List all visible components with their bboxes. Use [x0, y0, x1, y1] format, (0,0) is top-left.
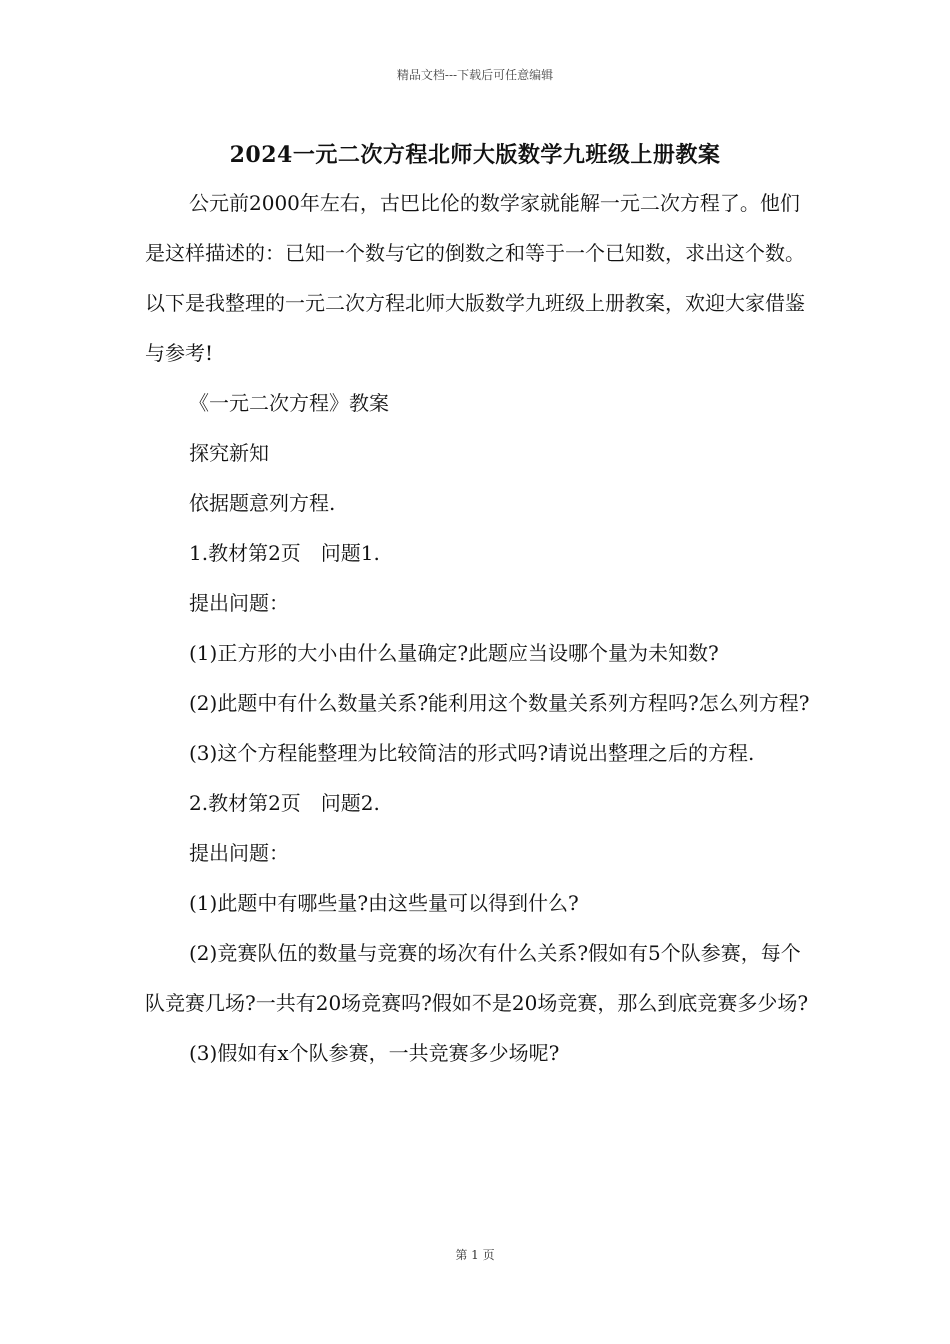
- paragraph-question: (1)此题中有哪些量?由这些量可以得到什么?: [189, 891, 579, 915]
- page-header: 精品文档---下载后可任意编辑: [396, 68, 554, 82]
- paragraph-questions-heading: 提出问题：: [189, 591, 289, 615]
- paragraph-instruction: 依据题意列方程.: [189, 491, 336, 515]
- paragraph-questions-heading: 提出问题：: [189, 841, 289, 865]
- paragraph-question: (3)假如有x个队参赛，一共竞赛多少场呢?: [189, 1041, 560, 1065]
- paragraph-explore: 探究新知: [189, 441, 269, 465]
- page-footer: 第 1 页: [455, 1248, 495, 1262]
- document-title: 2024一元二次方程北师大版数学九班级上册教案: [229, 142, 721, 168]
- paragraph-question: (2)此题中有什么数量关系?能利用这个数量关系列方程吗?怎么列方程?: [189, 691, 810, 715]
- paragraph-question: (1)正方形的大小由什么量确定?此题应当设哪个量为未知数?: [189, 641, 719, 665]
- paragraph-problem-2: 2.教材第2页 问题2.: [189, 791, 380, 815]
- paragraph-intro: 公元前2000年左右，古巴比伦的数学家就能解一元二次方程了。他们是这样描述的：已知一个数与它的倒数之和等于一个已知数，求出这个数。以下是我整理的一元二次方程北师大版数学九班级上册教案，欢迎大家借鉴与参考!: [145, 191, 805, 365]
- paragraph-question: (2)竞赛队伍的数量与竞赛的场次有什么关系?假如有5个队参赛，每个队竞赛几场?一共有20场竞赛吗?假如不是20场竞赛，那么到底竞赛多少场?: [145, 941, 809, 1015]
- paragraph-section-title: 《一元二次方程》教案: [189, 391, 389, 415]
- document-body: [145, 178, 810, 1078]
- paragraph-problem-1: 1.教材第2页 问题1.: [189, 541, 380, 565]
- paragraph-question: (3)这个方程能整理为比较简洁的形式吗?请说出整理之后的方程.: [189, 741, 755, 765]
